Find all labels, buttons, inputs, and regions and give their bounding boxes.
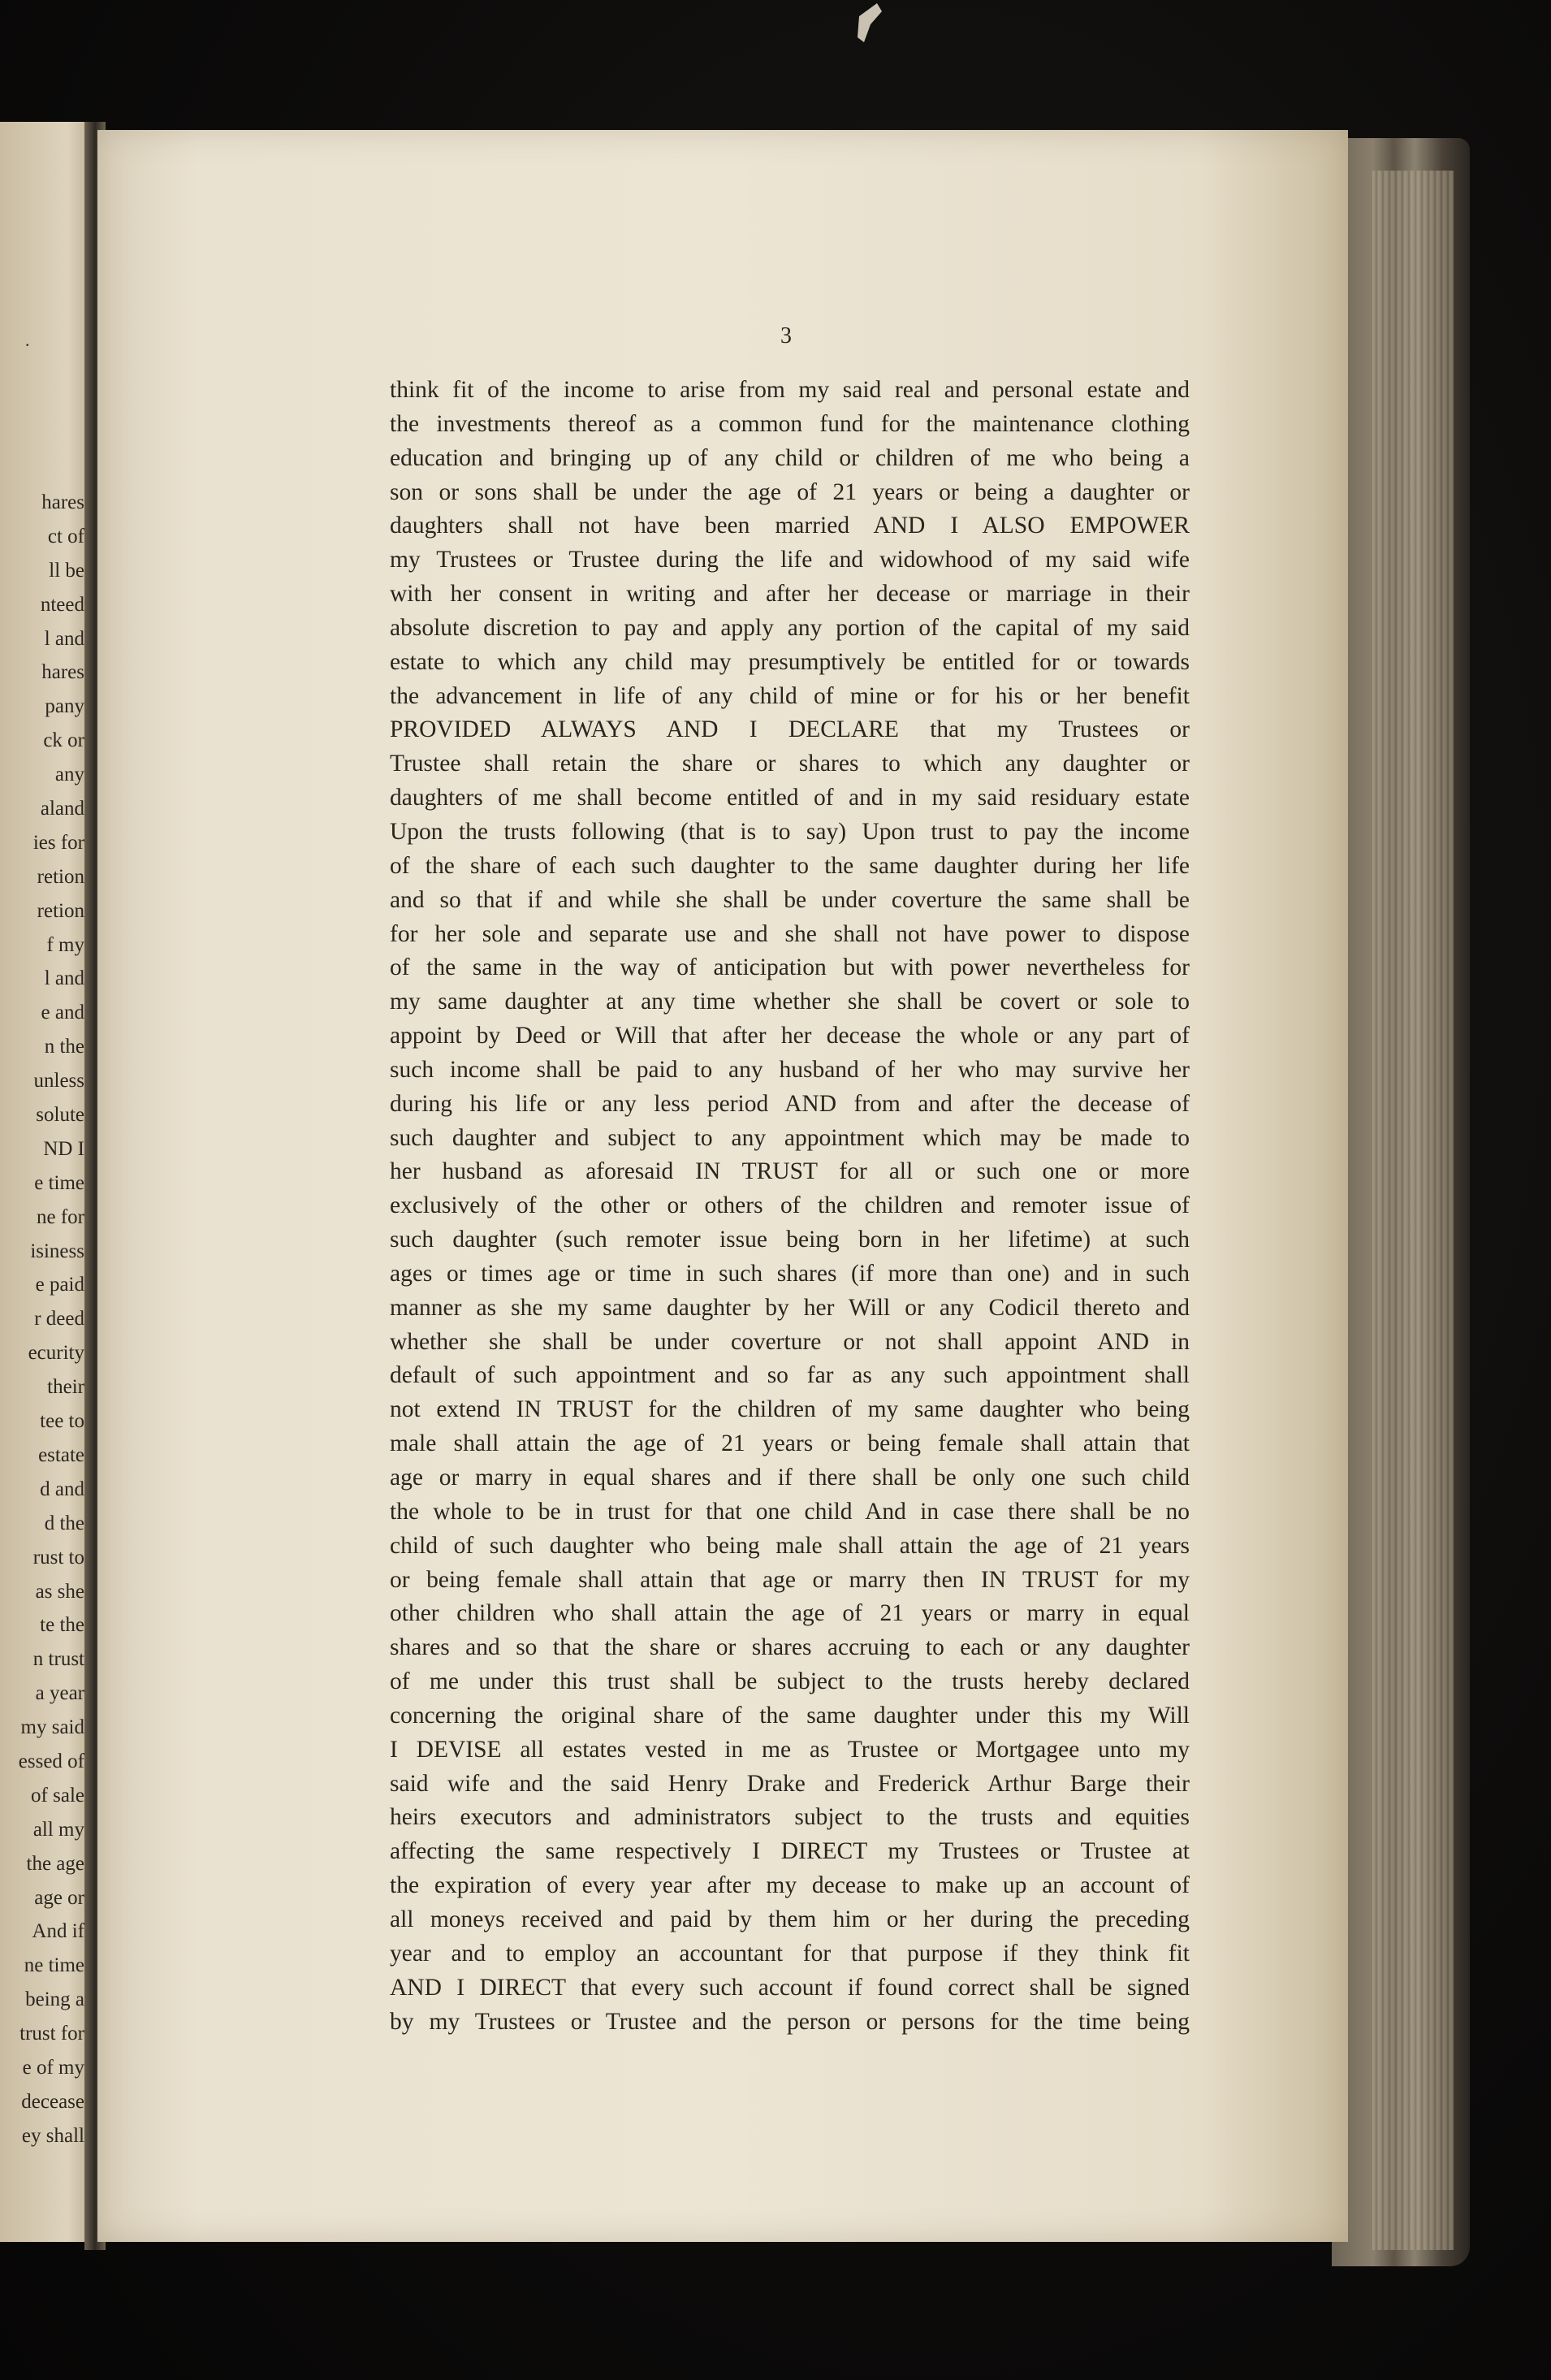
left-page-line: ct of — [47, 525, 84, 547]
text-line: Upon the trusts following (that is to say) Upon trust to pay the income — [390, 818, 1190, 845]
left-page-line: any — [54, 764, 84, 786]
left-page-line: ey shall — [21, 2124, 84, 2147]
left-page-line: being a — [25, 1988, 84, 2011]
paper-scrap-icon — [853, 0, 885, 49]
text-line: daughters shall not have been married AND I ALSO EMPOWER — [390, 513, 1190, 539]
text-line: my same daughter at any time whether she shall be covert or sole to — [390, 989, 1190, 1015]
text-line: the advancement in life of any child of mine or for his or her benefit — [390, 682, 1190, 709]
text-line: appoint by Deed or Will that after her decease the whole or any part of — [390, 1023, 1190, 1049]
text-line: or being female shall attain that age or marry then IN TRUST for my — [390, 1566, 1190, 1593]
left-page-line: a year — [35, 1682, 84, 1705]
text-line: default of such appointment and so far as any such appointment shall — [390, 1362, 1190, 1389]
left-page-line: ne for — [37, 1205, 84, 1228]
left-page-line: age or — [34, 1886, 84, 1909]
text-line: ages or times age or time in such shares (if more than one) and in such — [390, 1260, 1190, 1287]
left-page-line: ND I — [43, 1137, 84, 1160]
left-page-line: e and — [41, 1002, 84, 1024]
left-page-line: their — [47, 1376, 84, 1399]
left-page-line: ne time — [24, 1954, 84, 1977]
text-line: affecting the same respectively I DIRECT my Trustees or Trustee at — [390, 1838, 1190, 1865]
left-page-line: the age — [26, 1852, 84, 1875]
text-line: the expiration of every year after my decease to make up an account of — [390, 1872, 1190, 1899]
left-page-line: d and — [40, 1478, 84, 1500]
left-page-line: rust to — [32, 1546, 84, 1569]
left-page-line: e paid — [35, 1274, 84, 1296]
left-page-line: all my — [32, 1818, 84, 1841]
left-page-line: nteed — [40, 593, 84, 616]
text-line: male shall attain the age of 21 years or being female shall attain that — [390, 1430, 1190, 1457]
text-line: I DEVISE all estates vested in me as Trustee or Mortgagee unto my — [390, 1736, 1190, 1763]
text-line: manner as she my same daughter by her Will or any Codicil thereto and — [390, 1294, 1190, 1321]
left-page-line: estate — [38, 1443, 84, 1466]
text-line: such income shall be paid to any husband of her who may survive her — [390, 1056, 1190, 1083]
text-line: said wife and the said Henry Drake and Frederick Arthur Barge their — [390, 1770, 1190, 1797]
text-line: such daughter and subject to any appointment which may be made to — [390, 1124, 1190, 1151]
left-page-dot: · — [24, 335, 31, 355]
left-page-line: of sale — [31, 1784, 84, 1807]
text-line: exclusively of the other or others of the children and remoter issue of — [390, 1192, 1190, 1219]
left-page-line: retion — [37, 865, 84, 888]
left-page-line: my said — [20, 1716, 84, 1739]
left-page-line: ck or — [43, 729, 84, 752]
text-line: her husband as aforesaid IN TRUST for all or such one or more — [390, 1158, 1190, 1185]
text-line: other children who shall attain the age of 21 years or marry in equal — [390, 1600, 1190, 1627]
left-page-line: decease — [21, 2090, 84, 2113]
left-page-text — [0, 486, 84, 2153]
text-line: the whole to be in trust for that one child And in case there shall be no — [390, 1498, 1190, 1525]
left-page-line: solute — [36, 1104, 84, 1127]
text-line: education and bringing up of any child or children of me who being a — [390, 444, 1190, 471]
left-page-line: d the — [44, 1512, 84, 1534]
left-page-line: as she — [35, 1580, 84, 1603]
left-page-line: isiness — [30, 1240, 84, 1262]
left-page — [0, 122, 96, 2242]
left-page-line: f my — [46, 933, 84, 956]
left-page-line: essed of — [18, 1750, 84, 1772]
text-line: concerning the original share of the same daughter under this my Will — [390, 1702, 1190, 1729]
left-page-line: l and — [44, 967, 84, 990]
left-page-line: ies for — [32, 831, 84, 854]
text-line: not extend IN TRUST for the children of my same daughter who being — [390, 1396, 1190, 1423]
text-line: child of such daughter who being male shall attain the age of 21 years — [390, 1532, 1190, 1559]
text-line: daughters of me shall become entitled of and in my said residuary estate — [390, 785, 1190, 811]
page-edges-texture — [1372, 171, 1454, 2250]
text-line: Trustee shall retain the share or shares to which any daughter or — [390, 751, 1190, 777]
left-page-line: hares — [41, 491, 84, 513]
text-line: of the share of each such daughter to the same daughter during her life — [390, 852, 1190, 879]
left-page-line: pany — [45, 695, 84, 718]
left-page-line: e time — [34, 1171, 84, 1194]
left-page-line: hares — [41, 661, 84, 684]
text-line: PROVIDED ALWAYS AND I DECLARE that my Trustees or — [390, 716, 1190, 743]
left-page-line: aland — [40, 798, 84, 820]
page-body-text — [390, 374, 1190, 2039]
text-line: of me under this trust shall be subject to the trusts hereby declared — [390, 1668, 1190, 1695]
left-page-line: ecurity — [28, 1342, 84, 1365]
text-line: for her sole and separate use and she shall not have power to dispose — [390, 920, 1190, 947]
text-line: age or marry in equal shares and if there shall be only one such child — [390, 1465, 1190, 1491]
text-line: of the same in the way of anticipation but with power nevertheless for — [390, 954, 1190, 981]
left-page-line: r deed — [34, 1308, 84, 1331]
left-page-line: l and — [44, 627, 84, 650]
left-page-line: ll be — [49, 559, 84, 582]
text-line: with her consent in writing and after her decease or marriage in their — [390, 581, 1190, 608]
left-page-line: retion — [37, 899, 84, 922]
text-line: whether she shall be under coverture or not shall appoint AND in — [390, 1328, 1190, 1355]
text-line: during his life or any less period AND from and after the decease of — [390, 1090, 1190, 1117]
left-page-line: tee to — [40, 1410, 84, 1433]
left-page-line: n the — [44, 1036, 84, 1058]
text-line: absolute discretion to pay and apply any portion of the capital of my said — [390, 614, 1190, 641]
left-page-line: n trust — [32, 1648, 84, 1671]
left-page-line: And if — [32, 1920, 84, 1943]
text-line: such daughter (such remoter issue being born in her lifetime) at such — [390, 1227, 1190, 1253]
left-page-line: unless — [33, 1070, 84, 1093]
text-line: my Trustees or Trustee during the life and widowhood of my said wife — [390, 547, 1190, 573]
text-line: year and to employ an accountant for that purpose if they think fit — [390, 1940, 1190, 1967]
text-line: shares and so that the share or shares accruing to each or any daughter — [390, 1634, 1190, 1661]
text-line: heirs executors and administrators subject to the trusts and equities — [390, 1804, 1190, 1831]
page-number: 3 — [780, 323, 792, 348]
left-page-line: te the — [40, 1614, 84, 1637]
text-line: all moneys received and paid by them him or her during the preceding — [390, 1906, 1190, 1932]
left-page-line: trust for — [19, 2023, 84, 2045]
text-line: son or sons shall be under the age of 21 years or being a daughter or — [390, 478, 1190, 505]
left-page-line: e of my — [22, 2056, 84, 2079]
text-line: AND I DIRECT that every such account if found correct shall be signed — [390, 1974, 1190, 2001]
text-line: the investments thereof as a common fund for the maintenance clothing — [390, 410, 1190, 437]
text-line: by my Trustees or Trustee and the person or persons for the time being — [390, 2008, 1190, 2035]
text-line: think fit of the income to arise from my said real and personal estate and — [390, 377, 1190, 403]
text-line: and so that if and while she shall be under coverture the same shall be — [390, 886, 1190, 913]
text-line: estate to which any child may presumptively be entitled for or towards — [390, 648, 1190, 675]
